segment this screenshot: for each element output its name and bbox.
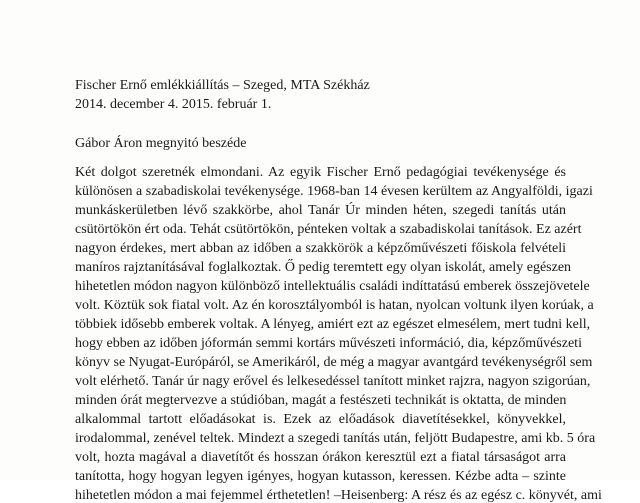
paragraph-line: alkalommal tartott előadásokat is. Ezek az előadások diavetítésekkel, könyvekkel, xyxy=(75,412,566,427)
exhibition-title: Fischer Ernő emlékkiállítás – Szeged, MTA Székház xyxy=(75,78,370,93)
paragraph-line: Két dolgot szeretnék elmondani. Az egyik Fischer Ernő pedagógiai tevékenysége és xyxy=(75,165,566,180)
paragraph-line: csütörtökön ért oda. Tehát csütörtökön, pénteken voltak a szabadiskolai tanítások. Ez azért xyxy=(75,222,582,237)
paragraph-line: különösen a szabadiskolai tevékenysége. 1968-ban 14 évesen kerültem az Angyalföldi, igazi xyxy=(75,184,593,199)
paragraph-line: maníros rajztanításával foglalkoztak. Ő pedig teremtett egy olyan iskolát, amely egészen xyxy=(75,260,572,275)
paragraph-line: hogy ebben az időben jóformán semmi kortárs művészeti információ, dia, képzőművészeti xyxy=(75,336,582,351)
paragraph-line: hihetetlen módon nagyon különböző intellektuális családi indíttatású emberek összejövetele xyxy=(75,279,590,294)
exhibition-dates: 2014. december 4. 2015. február 1. xyxy=(75,97,272,112)
paragraph-line: munkáskerületben lévő szakkörbe, ahol Tanár Úr minden héten, szegedi tanítás után xyxy=(75,203,566,218)
paragraph-line: minden órát megtervezve a stúdióban, magát a festészeti technikát is oktatta, de minden xyxy=(75,393,567,408)
speech-title: Gábor Áron megnyitó beszéde xyxy=(75,136,247,151)
paragraph-line: volt, hozta magával a diavetítőt és hosszan órákon keresztül ezt a fiatal társaságot arra xyxy=(75,450,566,465)
paragraph-line: volt. Köztük sok fiatal volt. Az én korosztályomból is hatan, nyolcan voltunk ilyen korúak, a xyxy=(75,298,594,313)
paragraph-line: nagyon érdekes, mert abban az időben a szakkörök a képzőművészeti főiskola felvételi xyxy=(75,241,566,256)
paragraph-line: volt elérhető. Tanár úr nagy erővel és lelkesedéssel tanított minket rajzra, nagyon szigorúan, xyxy=(75,374,591,389)
paragraph-line: irodalommal, zenével teltek. Mindezt a szegedi tanítás után, feljött Budapestre, ami kb. 5 óra xyxy=(75,431,596,446)
paragraph-line: tanította, hogy hogyan legyen igényes, hogyan kutasson, keressen. Kézbe adta – szinte xyxy=(75,469,566,484)
paragraph-line: többiek idősebb emberek voltak. A lényeg, amiért ezt az egészet elmesélem, mert tudni kell, xyxy=(75,317,591,332)
paragraph-line: hihetetlen módon a mai fejemmel érthetetlen! –Heisenberg: A rész és az egész c. könyvét, ami xyxy=(75,488,602,503)
paragraph-line: könyv se Nyugat-Európáról, se Amerikáról, de még a magyar avantgárd tevékenységről sem xyxy=(75,355,593,370)
